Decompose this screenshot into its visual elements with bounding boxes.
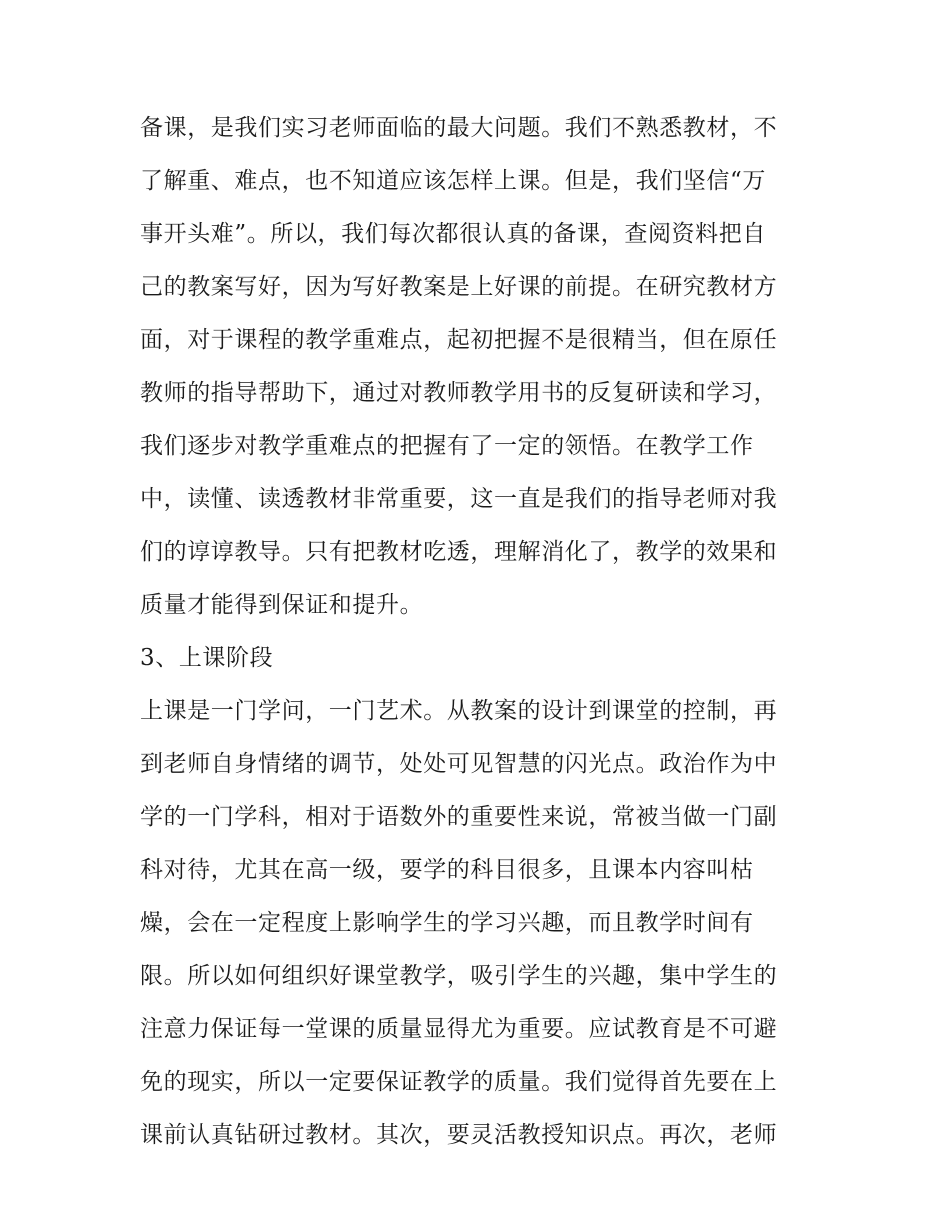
section-heading: 3、上课阶段 [140, 645, 274, 671]
text-line: 免的现实，所以一定要保证教学的质量。我们觉得首先要在上 [140, 1069, 778, 1095]
text-line: 燥，会在一定程度上影响学生的学习兴趣，而且教学时间有 [140, 910, 754, 936]
text-line: 了解重、难点，也不知道应该怎样上课。但是，我们坚信“万 [140, 168, 766, 194]
text-line: 备课，是我们实习老师面临的最大问题。我们不熟悉教材，不 [140, 115, 778, 141]
text-line: 科对待，尤其在高一级，要学的科目很多，且课本内容叫枯 [140, 857, 754, 883]
text-line: 学的一门学科，相对于语数外的重要性来说，常被当做一门副 [140, 804, 778, 830]
text-line: 到老师自身情绪的调节，处处可见智慧的闪光点。政治作为中 [140, 751, 778, 777]
text-line: 教师的指导帮助下，通过对教师教学用书的反复研读和学习， [140, 380, 778, 406]
text-line: 中，读懂、读透教材非常重要，这一直是我们的指导老师对我 [140, 486, 778, 512]
text-line: 事开头难”。所以，我们每次都很认真的备课，查阅资料把自 [140, 221, 766, 247]
text-line: 们的谆谆教导。只有把教材吃透，理解消化了，教学的效果和 [140, 539, 778, 565]
text-line: 注意力保证每一堂课的质量显得尤为重要。应试教育是不可避 [140, 1016, 778, 1042]
text-line: 己的教案写好，因为写好教案是上好课的前提。在研究教材方 [140, 274, 778, 300]
text-line: 限。所以如何组织好课堂教学，吸引学生的兴趣，集中学生的 [140, 963, 778, 989]
text-line: 课前认真钻研过教材。其次，要灵活教授知识点。再次，老师 [140, 1122, 778, 1148]
text-line: 面，对于课程的教学重难点，起初把握不是很精当，但在原任 [140, 327, 778, 353]
text-line: 上课是一门学问，一门艺术。从教案的设计到课堂的控制，再 [140, 698, 778, 724]
text-line: 质量才能得到保证和提升。 [140, 592, 424, 618]
text-line: 我们逐步对教学重难点的把握有了一定的领悟。在教学工作 [140, 433, 754, 459]
